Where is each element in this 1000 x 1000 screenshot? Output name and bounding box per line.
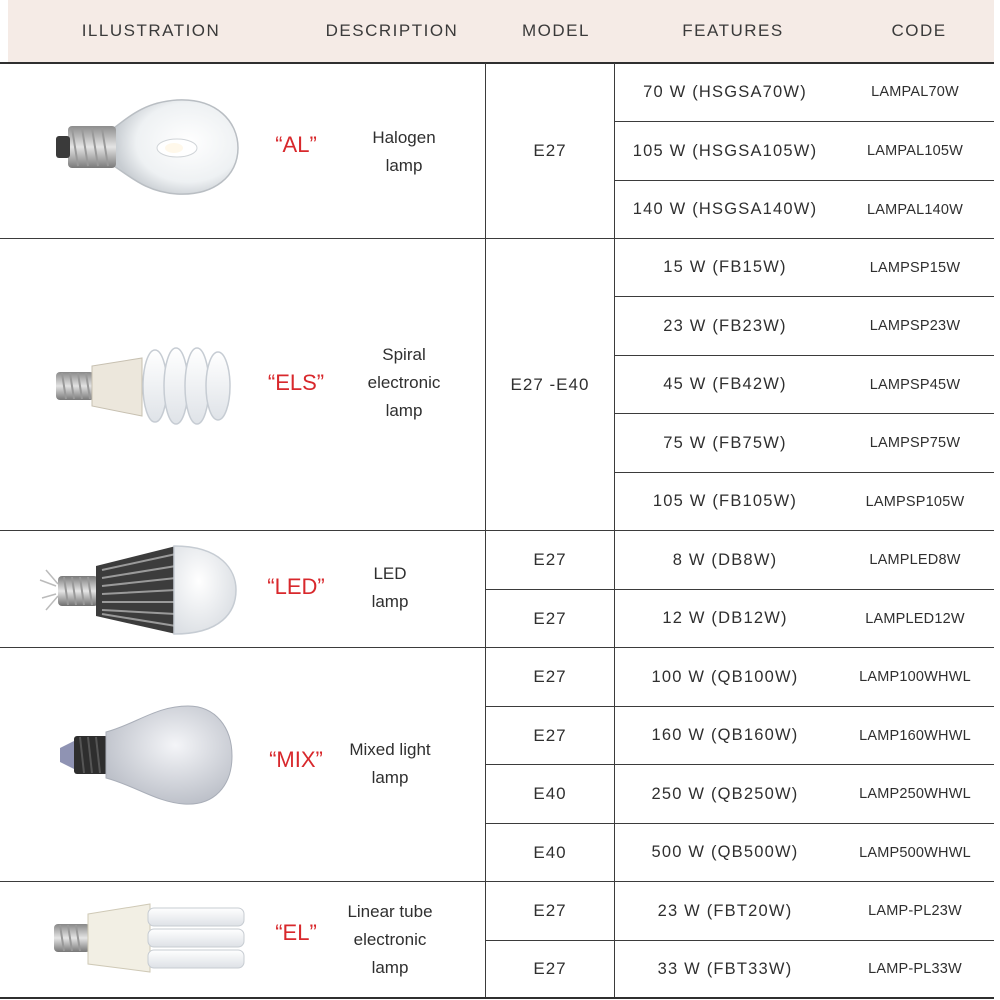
feature-cell: 100 W (QB100W) <box>651 667 799 686</box>
code-cell: LAMP100WHWL <box>859 669 971 685</box>
feature-cell: 23 W (FB23W) <box>663 316 787 335</box>
code-cell: LAMPLED12W <box>865 610 965 627</box>
feature-cell: 12 W (DB12W) <box>662 609 788 627</box>
code-cell: LAMPSP45W <box>869 376 961 393</box>
feature-cell: 105 W (HSGSA105W) <box>632 141 818 160</box>
lamp-description <box>322 560 458 616</box>
model-cell: E27 <box>533 959 567 978</box>
feature-cell: 250 W (QB250W) <box>651 784 799 803</box>
description-line: lamp <box>371 768 409 787</box>
lamp-type-label: “ELS” <box>267 370 325 395</box>
lamp-description <box>336 112 472 192</box>
model-cell: E27 <box>533 725 567 745</box>
model-cell: E40 <box>533 842 567 862</box>
lamp-type-label: “AL” <box>275 132 317 157</box>
description-line: Linear tube <box>347 902 433 921</box>
code-cell: LAMP-PL33W <box>868 961 962 977</box>
code-cell: LAMP160WHWL <box>859 727 971 744</box>
model-cell: E27 <box>533 608 567 628</box>
code-cell: LAMPAL105W <box>866 143 964 159</box>
lamp-type-label: “LED” <box>267 574 325 599</box>
header-features: FEATURES <box>682 21 784 40</box>
code-cell: LAMPSP105W <box>865 493 965 510</box>
model-cell: E40 <box>533 784 567 803</box>
description-line: lamp <box>371 592 409 611</box>
linear-tube-lamp-icon <box>50 898 250 978</box>
model-cell: E27 <box>533 667 567 686</box>
description-line: lamp <box>385 156 423 175</box>
model-cell: E27 <box>533 550 567 569</box>
code-cell: LAMP250WHWL <box>859 786 971 802</box>
code-cell: LAMP500WHWL <box>859 844 971 861</box>
feature-cell: 8 W (DB8W) <box>672 550 778 569</box>
code-cell: LAMPAL70W <box>871 84 959 100</box>
halogen-bulb-icon <box>52 92 242 202</box>
feature-cell: 500 W (QB500W) <box>651 843 799 861</box>
feature-cell: 70 W (HSGSA70W) <box>643 82 807 101</box>
description-line: electronic <box>353 930 427 949</box>
feature-cell: 160 W (QB160W) <box>651 726 799 744</box>
description-line: LED <box>373 564 407 583</box>
description-line: Halogen <box>372 128 436 147</box>
header-description: DESCRIPTION <box>325 21 459 40</box>
model-cell: E27 <box>533 140 567 160</box>
feature-cell: 105 W (FB105W) <box>652 492 798 510</box>
header-illustration: ILLUSTRATION <box>81 21 221 40</box>
feature-cell: 23 W (FBT20W) <box>657 901 793 920</box>
led-bulb-icon <box>36 540 241 640</box>
lamp-description <box>322 736 458 792</box>
feature-cell: 140 W (HSGSA140W) <box>632 200 818 218</box>
lamp-type-label: “MIX” <box>269 747 323 772</box>
lamp-type-label: “EL” <box>275 920 317 945</box>
header-code: CODE <box>891 21 947 40</box>
feature-cell: 15 W (FB15W) <box>663 258 787 276</box>
table-bottom-rule <box>0 997 994 999</box>
feature-cell: 45 W (FB42W) <box>663 375 787 393</box>
model-cell: E27 -E40 <box>510 374 590 394</box>
feature-cell: 33 W (FBT33W) <box>657 959 793 978</box>
code-cell: LAMPAL140W <box>866 201 964 218</box>
code-cell: LAMPSP23W <box>869 318 961 334</box>
lamp-description <box>336 338 472 428</box>
description-line: electronic <box>367 373 441 392</box>
description-line: Spiral <box>382 345 426 364</box>
code-cell: LAMPSP15W <box>869 259 961 276</box>
description-line: Mixed light <box>349 740 431 759</box>
description-line: lamp <box>385 401 423 420</box>
code-cell: LAMP-PL23W <box>868 903 962 919</box>
code-cell: LAMPSP75W <box>869 435 961 451</box>
lamp-description <box>322 896 458 984</box>
code-cell: LAMPLED8W <box>869 552 961 568</box>
model-cell: E27 <box>533 901 567 920</box>
mixed-light-bulb-icon <box>56 700 236 810</box>
header-model: MODEL <box>522 21 590 40</box>
spiral-cfl-bulb-icon <box>50 340 240 430</box>
feature-cell: 75 W (FB75W) <box>663 433 787 452</box>
description-line: lamp <box>371 958 409 977</box>
table-header <box>8 0 994 62</box>
